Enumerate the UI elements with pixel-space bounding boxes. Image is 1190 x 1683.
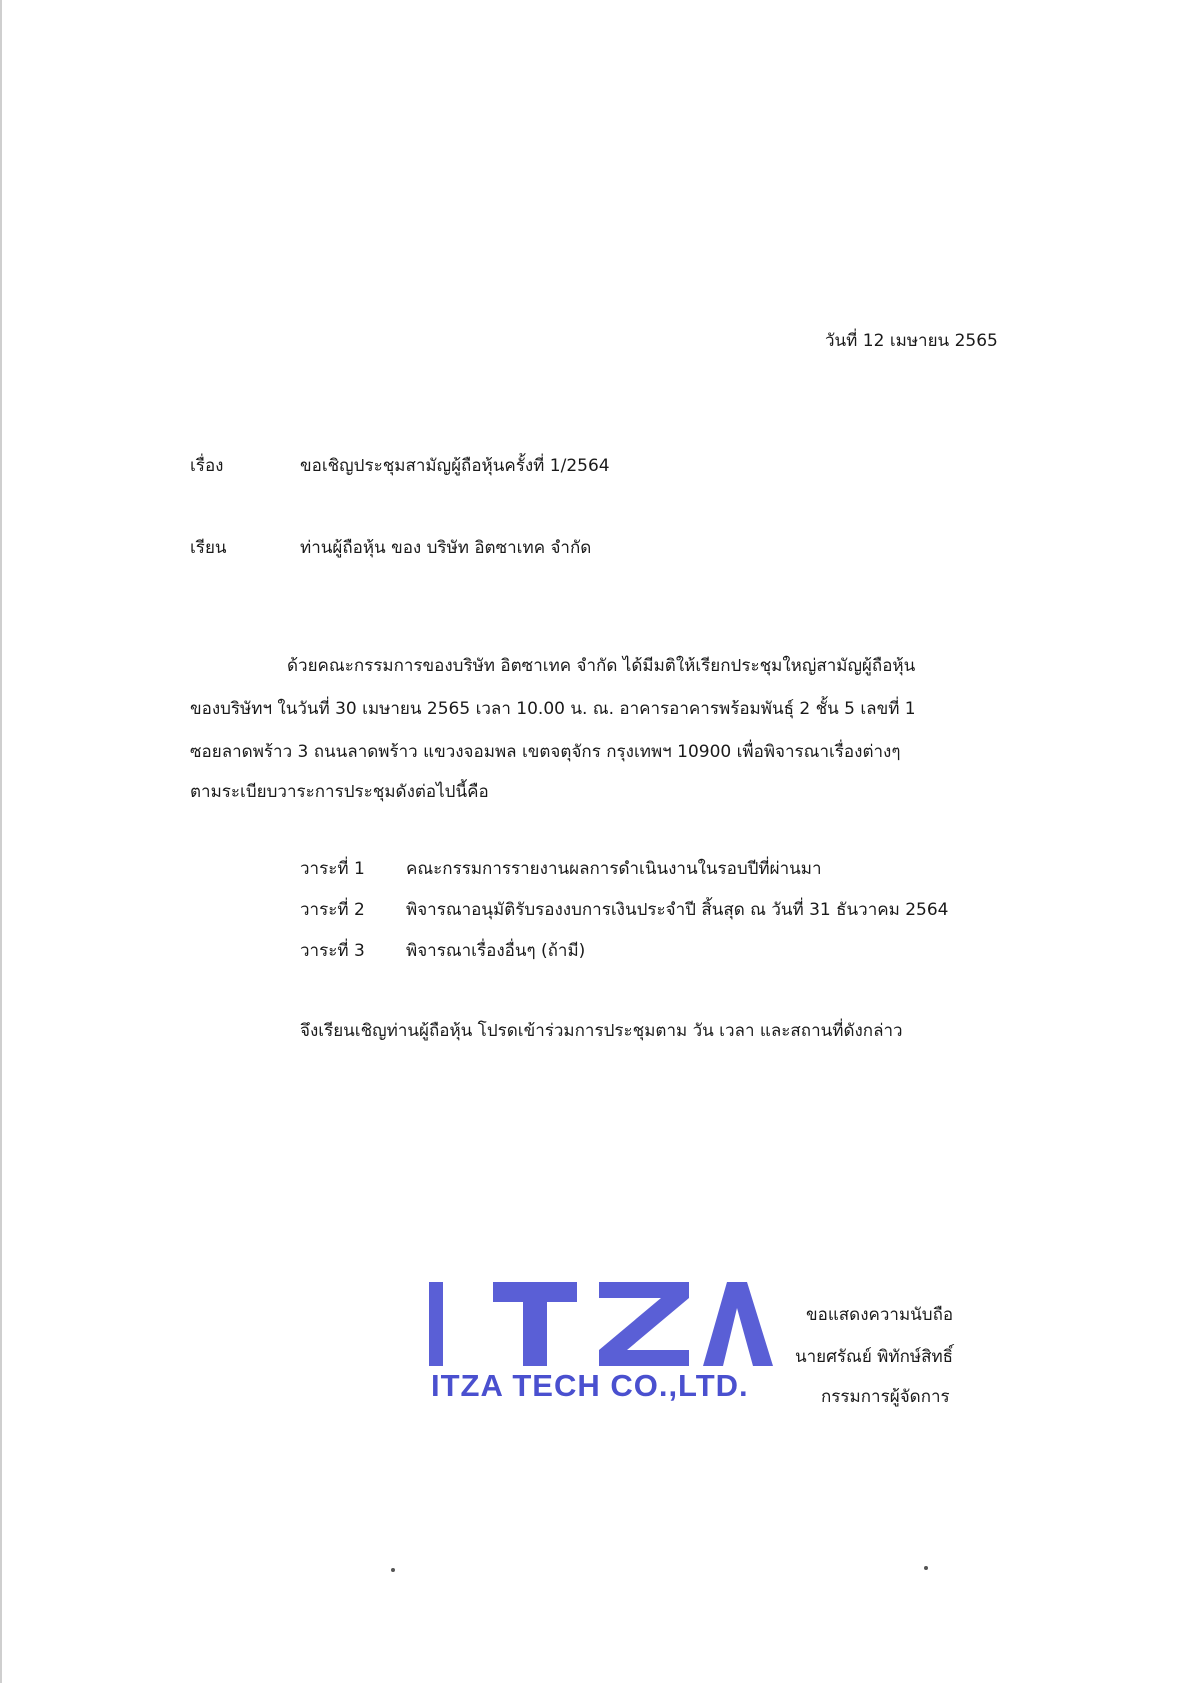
agenda-text-3: พิจารณาเรื่องอื่นๆ (ถ้ามี) bbox=[406, 941, 586, 961]
body-line-3: ซอยลาดพร้าว 3 ถนนลาดพร้าว แขวงจอมพล เขตจตุจักร กรุงเทพฯ 10900 เพื่อพิจารณาเรื่องต่างๆ bbox=[190, 742, 901, 762]
agenda-label-1: วาระที่ 1 bbox=[300, 859, 365, 879]
company-stamp bbox=[427, 1278, 777, 1408]
agenda-label-2: วาระที่ 2 bbox=[300, 900, 365, 920]
recipient-label: เรียน bbox=[190, 538, 227, 558]
signature-title: กรรมการผู้จัดการ bbox=[821, 1387, 950, 1407]
agenda-text-1: คณะกรรมการรายงานผลการดำเนินงานในรอบปีที่ผ่านมา bbox=[406, 859, 822, 879]
signature-name: นายศรัณย์ พิทักษ์สิทธิ์ bbox=[795, 1347, 954, 1367]
subject-text: ขอเชิญประชุมสามัญผู้ถือหุ้นครั้งที่ 1/2564 bbox=[300, 456, 610, 476]
body-line-4: ตามระเบียบวาระการประชุมดังต่อไปนี้คือ bbox=[190, 782, 489, 802]
recipient-text: ท่านผู้ถือหุ้น ของ บริษัท อิตซาเทค จำกัด bbox=[300, 538, 592, 558]
body-line-2: ของบริษัทฯ ในวันที่ 30 เมษายน 2565 เวลา 10.00 น. ณ. อาคารอาคารพร้อมพันธุ์ 2 ชั้น 5 เลขที่ 1 bbox=[190, 699, 916, 719]
scan-speck bbox=[391, 1568, 395, 1572]
scan-speck bbox=[924, 1566, 928, 1570]
signature-closing: ขอแสดงความนับถือ bbox=[806, 1305, 954, 1325]
itza-logo-icon bbox=[427, 1278, 777, 1370]
subject-label: เรื่อง bbox=[190, 456, 224, 476]
letter-date: วันที่ 12 เมษายน 2565 bbox=[825, 331, 998, 351]
closing-line: จึงเรียนเชิญท่านผู้ถือหุ้น โปรดเข้าร่วมการประชุมตาม วัน เวลา และสถานที่ดังกล่าว bbox=[300, 1021, 903, 1041]
agenda-text-2: พิจารณาอนุมัติรับรองงบการเงินประจำปี สิ้นสุด ณ วันที่ 31 ธันวาคม 2564 bbox=[406, 900, 949, 920]
stamp-caption: ITZA TECH CO.,LTD. bbox=[431, 1368, 749, 1403]
agenda-label-3: วาระที่ 3 bbox=[300, 941, 365, 961]
body-line-1: ด้วยคณะกรรมการของบริษัท อิตซาเทค จำกัด ได้มีมติให้เรียกประชุมใหญ่สามัญผู้ถือหุ้น bbox=[287, 656, 916, 676]
